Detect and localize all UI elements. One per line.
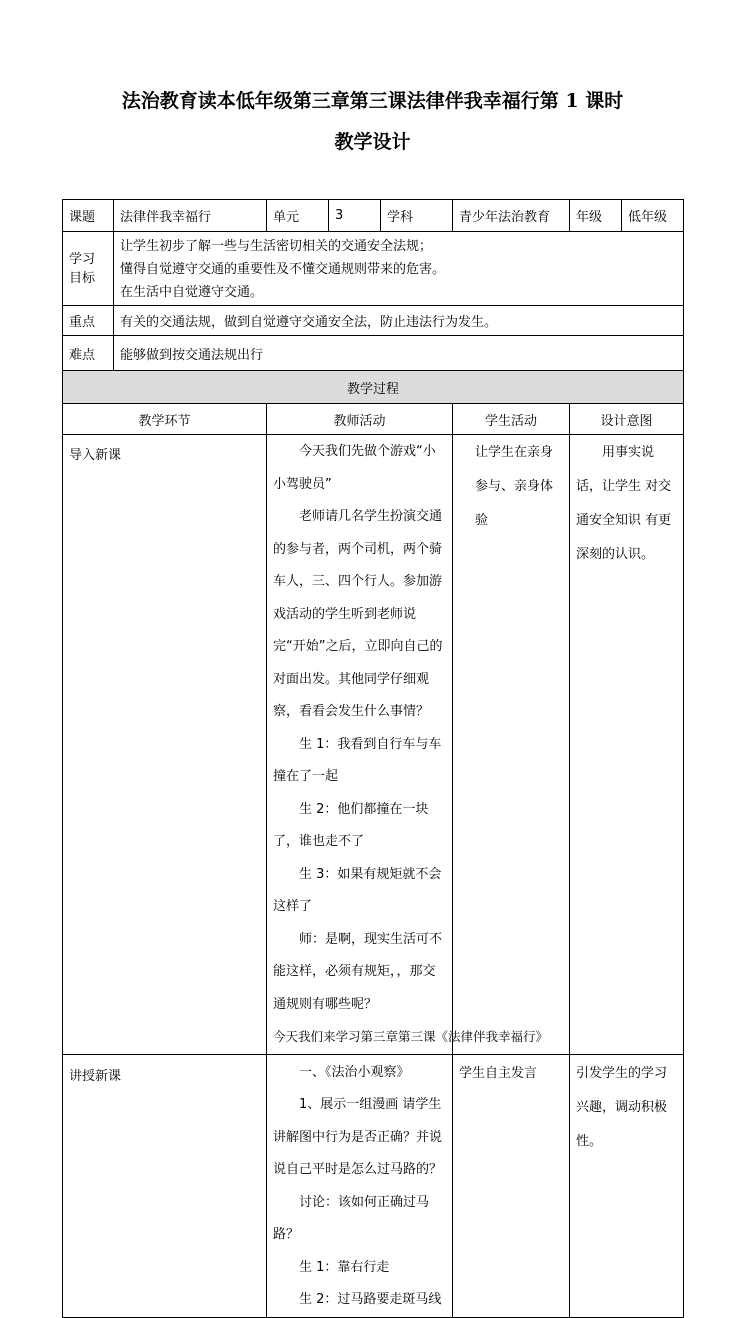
student-cell [453,435,570,1055]
intent-cell [570,435,684,1055]
grade-value: 低年级 [622,200,684,232]
course-value: 法律伴我幸福行 [114,200,267,232]
objectives-content [114,232,684,306]
key-point-value: 有关的交通法规，做到自觉遵守交通安全法，防止违法行为发生。 [114,306,684,336]
document-subtitle: 教学设计 [334,131,411,153]
teacher-paragraph: 老师请几名学生扮演交通的参与者，两个司机，两个骑车人，三、四个行人。参加游戏活动的学生听到老师说完“开始”之后，立即向自己的对面出发。其他同学仔细观察，看看会发生什么事情？ [273,509,443,719]
subject-label: 学科 [381,200,453,232]
difficulty-value: 能够做到按交通法规出行 [114,336,684,371]
objective-line: 让学生初步了解一些与生活密切相关的交通安全法规； [120,239,433,254]
teacher-column-header: 教师活动 [267,404,453,435]
teacher-paragraph: 生 3：如果有规矩就不会这样了 [273,866,442,914]
subject-value: 青少年法治教育 [453,200,570,232]
student-activity: 学生自主发言 [459,1065,538,1081]
intent-cell [570,1054,684,1317]
teacher-paragraph: 生 1：靠右行走 [299,1259,390,1275]
info-row [63,200,684,232]
objectives-label-line: 目标 [69,270,96,286]
intent-column-header: 设计意图 [570,404,684,435]
stage-column-header: 教学环节 [63,404,267,435]
objective-line: 懂得自觉遵守交通的重要性及不懂交通规则带来的危害。 [120,262,446,277]
objectives-label-line: 学习 [69,251,96,267]
lesson-plan-table [62,199,684,1318]
teacher-cell [267,1054,453,1317]
process-header-row [63,371,684,404]
objectives-row [63,232,684,306]
teacher-paragraph: 今天我们来学习第三章第三课《法律伴我幸福行》 [273,1029,549,1044]
process-row-intro [63,435,684,1055]
grade-label: 年级 [570,200,622,232]
teacher-paragraph: 一、《法治小观察》 [299,1064,410,1080]
stage-cell: 讲授新课 [63,1054,267,1317]
teacher-paragraph: 生 2：过马路要走斑马线 [299,1292,442,1307]
objectives-label [63,232,114,306]
stage-cell: 导入新课 [63,435,267,1055]
unit-label: 单元 [267,200,329,232]
design-intent: 用事实说话，让学生 对交通安全知识 有更深刻的认识。 [576,445,672,562]
process-header: 教学过程 [63,371,684,404]
column-header-row [63,404,684,435]
student-column-header: 学生活动 [453,404,570,435]
student-activity: 让学生在亲身参与、亲身体验 [475,445,554,528]
design-intent: 引发学生的学习兴趣，调动积极性。 [576,1065,668,1149]
teacher-paragraph: 生 2：他们都撞在一块了，谁也走不了 [273,801,429,849]
teacher-paragraph: 讨论：该如何正确过马路？ [273,1194,430,1242]
difficulty-row [63,336,684,371]
key-point-label: 重点 [63,306,114,336]
teacher-paragraph: 师：是啊，现实生活可不能这样，必须有规矩，，那交通规则有哪些呢？ [273,931,443,1012]
teacher-paragraph: 1、展示一组漫画 请学生讲解图中行为是否正确？并说说自己平时是怎么过马路的？ [273,1097,443,1177]
document-title: 法治教育读本低年级第三章第三课法律伴我幸福行第 1 课时 [121,90,624,112]
difficulty-label: 难点 [63,336,114,371]
process-row-teaching [63,1054,684,1317]
student-cell [453,1054,570,1317]
objective-line: 在生活中自觉遵守交通。 [120,285,264,300]
unit-value: 3 [329,200,381,232]
key-point-row [63,306,684,336]
course-label: 课题 [63,200,114,232]
teacher-paragraph: 今天我们先做个游戏“小小驾驶员” [273,444,436,492]
teacher-paragraph: 生 1：我看到自行车与车撞在了一起 [273,736,442,784]
